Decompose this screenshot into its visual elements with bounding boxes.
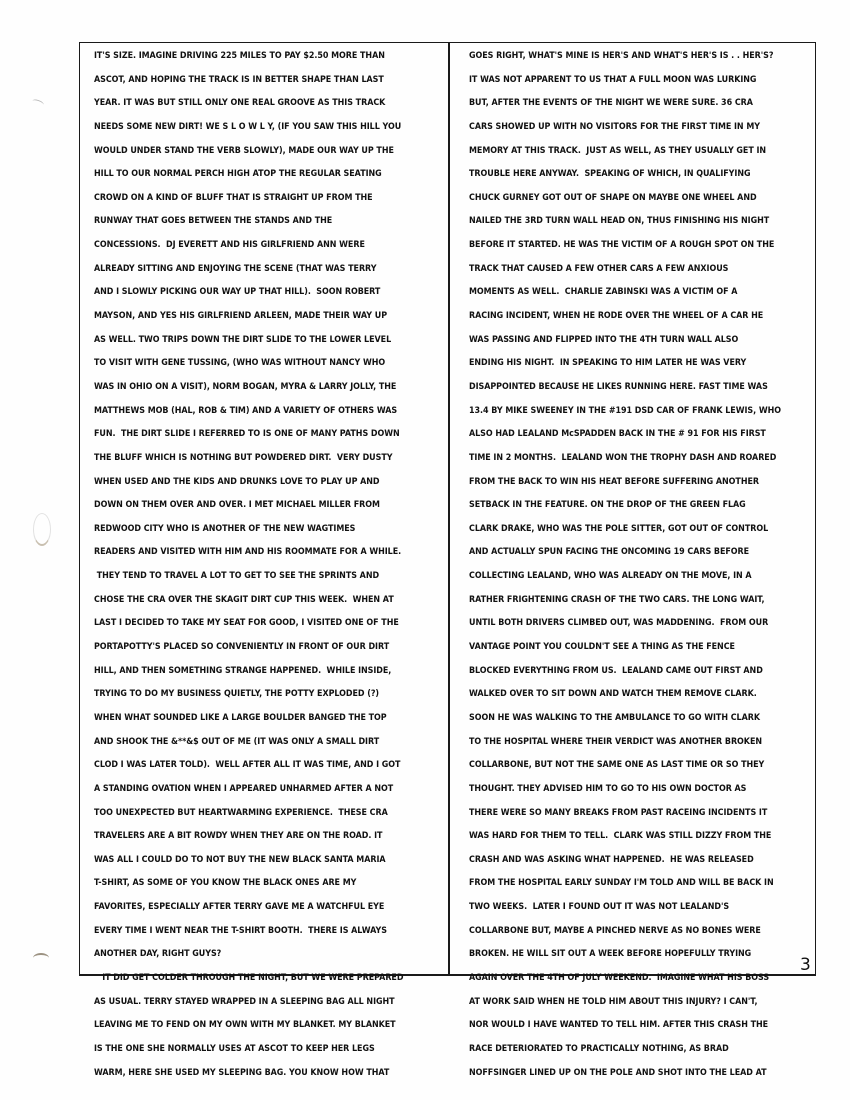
text-line: CLOD I WAS LATER TOLD). WELL AFTER ALL IT WAS TIME, AND I GOT xyxy=(94,760,401,771)
text-line: CRASH AND WAS ASKING WHAT HAPPENED. HE WAS RELEASED xyxy=(469,854,754,865)
text-line: WARM, HERE SHE USED MY SLEEPING BAG. YOU KNOW HOW THAT xyxy=(94,1067,390,1078)
text-line: AT WORK SAID WHEN HE TOLD HIM ABOUT THIS INJURY? I CAN'T, xyxy=(469,996,758,1007)
text-line: WOULD UNDER STAND THE VERB SLOWLY), MADE OUR WAY UP THE xyxy=(94,145,394,156)
text-line: T-SHIRT, AS SOME OF YOU KNOW THE BLACK ONES ARE MY xyxy=(94,878,357,889)
text-line: COLLARBONE BUT, MAYBE A PINCHED NERVE AS NO BONES WERE xyxy=(469,925,761,936)
text-line: TWO WEEKS. LATER I FOUND OUT IT WAS NOT LEALAND'S xyxy=(469,902,730,913)
text-line: EVERY TIME I WENT NEAR THE T-SHIRT BOOTH. THERE IS ALWAYS xyxy=(94,925,387,936)
text-line: CROWD ON A KIND OF BLUFF THAT IS STRAIGHT UP FROM THE xyxy=(94,192,373,203)
text-line: BEFORE IT STARTED. HE WAS THE VICTIM OF A ROUGH SPOT ON THE xyxy=(469,240,775,251)
text-line: BLOCKED EVERYTHING FROM US. LEALAND CAME OUT FIRST AND xyxy=(469,665,763,676)
text-line: READERS AND VISITED WITH HIM AND HIS ROOMMATE FOR A WHILE. xyxy=(94,547,402,558)
text-line: CLARK DRAKE, WHO WAS THE POLE SITTER, GOT OUT OF CONTROL xyxy=(469,523,769,534)
text-line: VANTAGE POINT YOU COULDN'T SEE A THING AS THE FENCE xyxy=(469,642,735,653)
text-line: AND ACTUALLY SPUN FACING THE ONCOMING 19 CARS BEFORE xyxy=(469,547,750,558)
text-line: TROUBLE HERE ANYWAY. SPEAKING OF WHICH, IN QUALIFYING xyxy=(469,169,751,180)
text-line: RATHER FRIGHTENING CRASH OF THE TWO CARS. THE LONG WAIT, xyxy=(469,594,765,605)
text-line: ENDING HIS NIGHT. IN SPEAKING TO HIM LATER HE WAS VERY xyxy=(469,358,747,369)
text-line: YEAR. IT WAS BUT STILL ONLY ONE REAL GROOVE AS THIS TRACK xyxy=(94,98,386,109)
text-line: AS USUAL. TERRY STAYED WRAPPED IN A SLEEPING BAG ALL NIGHT xyxy=(94,996,395,1007)
text-line: FROM THE HOSPITAL EARLY SUNDAY I'M TOLD AND WILL BE BACK IN xyxy=(469,878,774,889)
text-line: A STANDING OVATION WHEN I APPEARED UNHARMED AFTER A NOT xyxy=(94,783,394,794)
text-line: DOWN ON THEM OVER AND OVER. I MET MICHAEL MILLER FROM xyxy=(94,500,380,511)
text-line: NEEDS SOME NEW DIRT! WE S L O W L Y, (IF YOU SAW THIS HILL YOU xyxy=(94,121,402,132)
text-line: TRAVELERS ARE A BIT ROWDY WHEN THEY ARE ON THE ROAD. IT xyxy=(94,831,383,842)
text-line: NAILED THE 3RD TURN WALL HEAD ON, THUS FINISHING HIS NIGHT xyxy=(469,216,770,227)
text-line: HILL TO OUR NORMAL PERCH HIGH ATOP THE REGULAR SEATING xyxy=(94,169,382,180)
text-line: FAVORITES, ESPECIALLY AFTER TERRY GAVE ME A WATCHFUL EYE xyxy=(94,902,385,913)
text-line: BROKEN. HE WILL SIT OUT A WEEK BEFORE HOPEFULLY TRYING xyxy=(469,949,752,960)
text-line: WAS ALL I COULD DO TO NOT BUY THE NEW BLACK SANTA MARIA xyxy=(94,854,386,865)
text-line: AS WELL. TWO TRIPS DOWN THE DIRT SLIDE TO THE LOWER LEVEL xyxy=(94,334,392,345)
text-line: TRACK THAT CAUSED A FEW OTHER CARS A FEW ANXIOUS xyxy=(469,263,729,274)
page-number: 3 xyxy=(800,955,811,975)
text-line: CARS SHOWED UP WITH NO VISITORS FOR THE FIRST TIME IN MY xyxy=(469,121,760,132)
text-line: WAS IN OHIO ON A VISIT), NORM BOGAN, MYRA & LARRY JOLLY, THE xyxy=(94,381,397,392)
text-line: MATTHEWS MOB (HAL, ROB & TIM) AND A VARIETY OF OTHERS WAS xyxy=(94,405,398,416)
text-line: WALKED OVER TO SIT DOWN AND WATCH THEM REMOVE CLARK. xyxy=(469,689,757,700)
text-line: UNTIL BOTH DRIVERS CLIMBED OUT, WAS MADDENING. FROM OUR xyxy=(469,618,769,629)
text-line: FROM THE BACK TO WIN HIS HEAT BEFORE SUFFERING ANOTHER xyxy=(469,476,759,487)
text-line: CHUCK GURNEY GOT OUT OF SHAPE ON MAYBE ONE WHEEL AND xyxy=(469,192,757,203)
text-line: AND SHOOK THE &**&$ OUT OF ME (IT WAS ONLY A SMALL DIRT xyxy=(94,736,380,747)
column-divider xyxy=(448,42,450,976)
text-line: MOMENTS AS WELL. CHARLIE ZABINSKI WAS A VICTIM OF A xyxy=(469,287,738,298)
text-line: 13.4 BY MIKE SWEENEY IN THE #191 DSD CAR OF FRANK LEWIS, WHO xyxy=(469,405,782,416)
text-line: IS THE ONE SHE NORMALLY USES AT ASCOT TO KEEP HER LEGS xyxy=(94,1043,375,1054)
text-line: NOFFSINGER LINED UP ON THE POLE AND SHOT INTO THE LEAD AT xyxy=(469,1067,767,1078)
text-line: WHEN WHAT SOUNDED LIKE A LARGE BOULDER BANGED THE TOP xyxy=(94,712,387,723)
scan-artifact xyxy=(33,953,49,963)
text-line: ALREADY SITTING AND ENJOYING THE SCENE (THAT WAS TERRY xyxy=(94,263,377,274)
text-line: IT DID GET COLDER THROUGH THE NIGHT, BUT WE WERE PREPARED xyxy=(94,972,404,983)
text-line: TRYING TO DO MY BUSINESS QUIETLY, THE POTTY EXPLODED (?) xyxy=(94,689,380,700)
text-line: GOES RIGHT, WHAT'S MINE IS HER'S AND WHAT'S HER'S IS . . HER'S? xyxy=(469,51,774,61)
text-line: AND I SLOWLY PICKING OUR WAY UP THAT HILL). SOON ROBERT xyxy=(94,287,381,298)
text-line: CONCESSIONS. DJ EVERETT AND HIS GIRLFRIEND ANN WERE xyxy=(94,240,365,251)
text-line: RACING INCIDENT, WHEN HE RODE OVER THE WHEEL OF A CAR HE xyxy=(469,311,764,322)
text-line: MAYSON, AND YES HIS GIRLFRIEND ARLEEN, MADE THEIR WAY UP xyxy=(94,311,388,322)
text-line: WAS HARD FOR THEM TO TELL. CLARK WAS STILL DIZZY FROM THE xyxy=(469,831,772,842)
text-line: ALSO HAD LEALAND McSPADDEN BACK IN THE # 91 FOR HIS FIRST xyxy=(469,429,766,440)
text-line: SETBACK IN THE FEATURE. ON THE DROP OF THE GREEN FLAG xyxy=(469,500,746,511)
text-line: COLLARBONE, BUT NOT THE SAME ONE AS LAST TIME OR SO THEY xyxy=(469,760,765,771)
text-line: NOR WOULD I HAVE WANTED TO TELL HIM. AFTER THIS CRASH THE xyxy=(469,1020,769,1031)
text-line: IT'S SIZE. IMAGINE DRIVING 225 MILES TO PAY $2.50 MORE THAN xyxy=(94,51,385,61)
text-line: PORTAPOTTY'S PLACED SO CONVENIENTLY IN FRONT OF OUR DIRT xyxy=(94,642,390,653)
text-line: TIME IN 2 MONTHS. LEALAND WON THE TROPHY DASH AND ROARED xyxy=(469,452,777,463)
text-line: COLLECTING LEALAND, WHO WAS ALREADY ON THE MOVE, IN A xyxy=(469,571,752,582)
text-line: FUN. THE DIRT SLIDE I REFERRED TO IS ONE OF MANY PATHS DOWN xyxy=(94,429,400,440)
text-line: THE BLUFF WHICH IS NOTHING BUT POWDERED DIRT. VERY DUSTY xyxy=(94,452,393,463)
text-line: HILL, AND THEN SOMETHING STRANGE HAPPENED. WHILE INSIDE, xyxy=(94,665,392,676)
text-line: WAS PASSING AND FLIPPED INTO THE 4TH TURN WALL ALSO xyxy=(469,334,739,345)
text-line: TO VISIT WITH GENE TUSSING, (WHO WAS WITHOUT NANCY WHO xyxy=(94,358,386,369)
text-line: IT WAS NOT APPARENT TO US THAT A FULL MOON WAS LURKING xyxy=(469,74,757,85)
text-line: DISAPPOINTED BECAUSE HE LIKES RUNNING HERE. FAST TIME WAS xyxy=(469,381,768,392)
text-line: RACE DETERIORATED TO PRACTICALLY NOTHING, AS BRAD xyxy=(469,1043,729,1054)
text-line: REDWOOD CITY WHO IS ANOTHER OF THE NEW WAGTIMES xyxy=(94,523,356,534)
text-line: CHOSE THE CRA OVER THE SKAGIT DIRT CUP THIS WEEK. WHEN AT xyxy=(94,594,394,605)
text-line: THOUGHT. THEY ADVISED HIM TO GO TO HIS OWN DOCTOR AS xyxy=(469,783,747,794)
text-line: RUNWAY THAT GOES BETWEEN THE STANDS AND THE xyxy=(94,216,333,227)
text-line: ASCOT, AND HOPING THE TRACK IS IN BETTER SHAPE THAN LAST xyxy=(94,74,384,85)
text-line: BUT, AFTER THE EVENTS OF THE NIGHT WE WERE SURE. 36 CRA xyxy=(469,98,753,109)
scan-artifact xyxy=(31,98,44,108)
text-line: TOO UNEXPECTED BUT HEARTWARMING EXPERIENCE. THESE CRA xyxy=(94,807,388,818)
text-line: MEMORY AT THIS TRACK. JUST AS WELL, AS THEY USUALLY GET IN xyxy=(469,145,767,156)
right-column xyxy=(469,45,805,1085)
binder-hole-mark xyxy=(33,513,51,546)
left-column xyxy=(94,45,427,1085)
text-line: SOON HE WAS WALKING TO THE AMBULANCE TO GO WITH CLARK xyxy=(469,712,760,723)
text-line: TO THE HOSPITAL WHERE THEIR VERDICT WAS ANOTHER BROKEN xyxy=(469,736,763,747)
text-line: WHEN USED AND THE KIDS AND DRUNKS LOVE TO PLAY UP AND xyxy=(94,476,380,487)
text-line: ANOTHER DAY, RIGHT GUYS? xyxy=(94,949,222,960)
text-line: LAST I DECIDED TO TAKE MY SEAT FOR GOOD, I VISITED ONE OF THE xyxy=(94,618,399,629)
text-line: LEAVING ME TO FEND ON MY OWN WITH MY BLANKET. MY BLANKET xyxy=(94,1020,396,1031)
text-line: THEY TEND TO TRAVEL A LOT TO GET TO SEE THE SPRINTS AND xyxy=(94,571,380,582)
text-line: THERE WERE SO MANY BREAKS FROM PAST RACEING INCIDENTS IT xyxy=(469,807,768,818)
text-line: AGAIN OVER THE 4TH OF JULY WEEKEND. IMAGINE WHAT HIS BOSS xyxy=(469,972,770,983)
